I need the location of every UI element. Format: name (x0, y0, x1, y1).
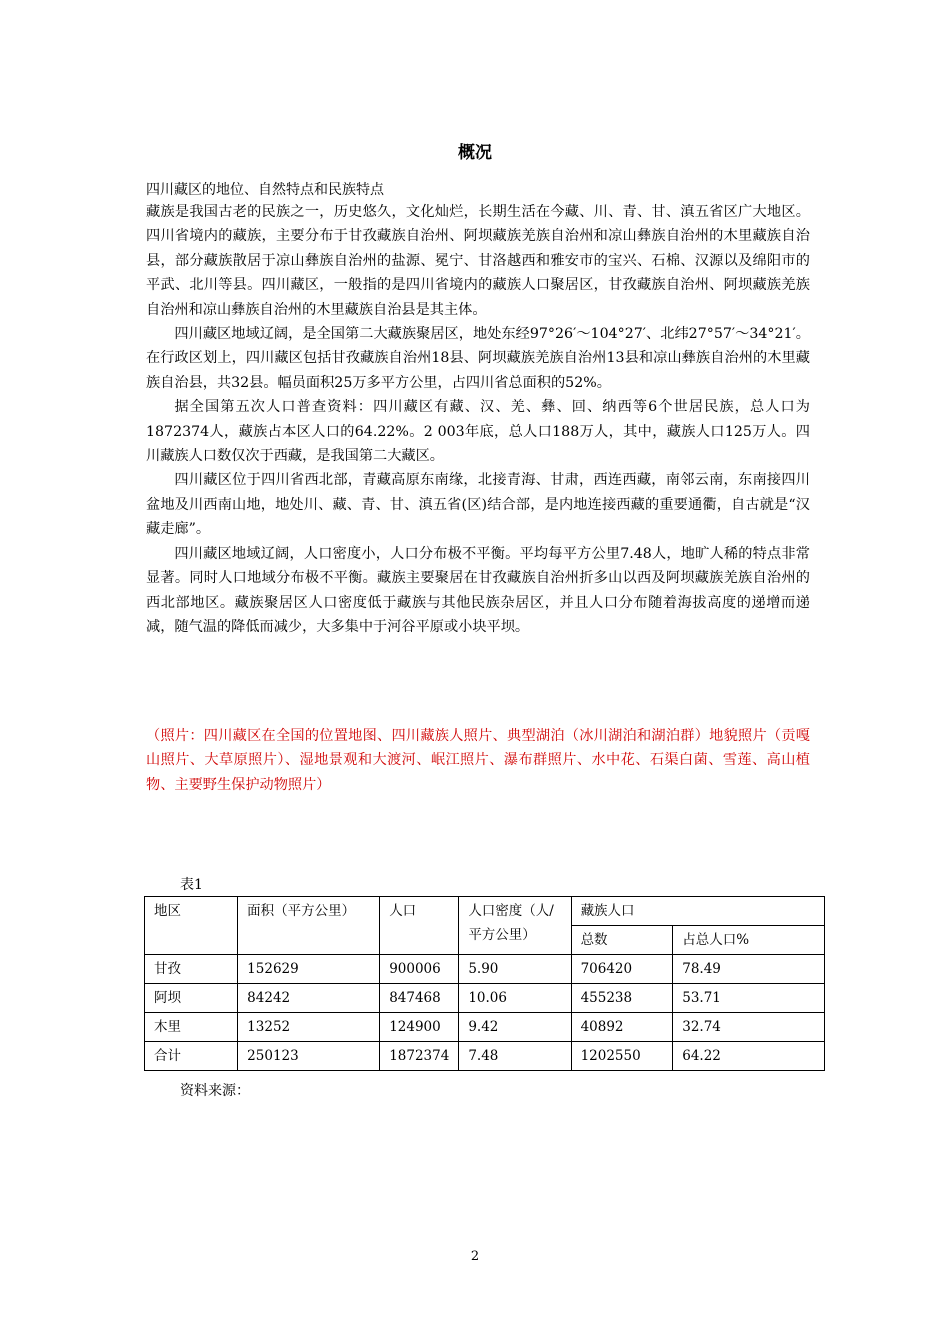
cell-area: 84242 (238, 984, 380, 1013)
cell-tibetan-total: 1202550 (571, 1042, 673, 1071)
cell-region: 甘孜 (145, 955, 238, 984)
cell-tibetan-total: 455238 (571, 984, 673, 1013)
photo-note: （照片：四川藏区在全国的位置地图、四川藏族人照片、典型湖泊（冰川湖泊和湖泊群）地貌照片（贡嘎山照片、大草原照片）、湿地景观和大渡河、岷江照片、瀑布群照片、水中花、石渠白菌、雪莲、高山植物、主要野生保护动物照片） (146, 728, 810, 793)
cell-tibetan-share: 78.49 (673, 955, 825, 984)
cell-density: 5.90 (459, 955, 571, 984)
cell-population: 1872374 (380, 1042, 459, 1071)
page-title: 概况 (458, 143, 492, 163)
paragraph: 藏族是我国古老的民族之一，历史悠久，文化灿烂，长期生活在今藏、川、青、甘、滇五省区广大地区。四川省境内的藏族，主要分布于甘孜藏族自治州、阿坝藏族羌族自治州和凉山彝族自治州的木里藏族自治县，部分藏族散居于凉山彝族自治州的盐源、冕宁、甘洛越西和雅安市的宝兴、石棉、汉源以及绵阳市的平武、北川等县。四川藏区，一般指的是四川省境内的藏族人口聚居区，甘孜藏族自治州、阿坝藏族羌族自治州和凉山彝族自治州的木里藏族自治县是其主体。 (146, 204, 810, 318)
cell-area: 152629 (238, 955, 380, 984)
paragraph: 四川藏区地域辽阔，是全国第二大藏族聚居区，地处东经97°26′～104°27′、北纬27°57′～34°21′。在行政区划上，四川藏区包括甘孜藏族自治州18县、阿坝藏族羌族自治州13县和凉山彝族自治州的木里藏族自治县，共32县。幅员面积25万多平方公里，占四川省总面积的52%。 (146, 326, 810, 391)
cell-density: 10.06 (459, 984, 571, 1013)
header-area: 面积（平方公里） (238, 897, 380, 955)
table-header-row (145, 897, 825, 926)
cell-tibetan-total: 40892 (571, 1013, 673, 1042)
cell-tibetan-total: 706420 (571, 955, 673, 984)
cell-population: 900006 (380, 955, 459, 984)
cell-area: 250123 (238, 1042, 380, 1071)
header-density: 人口密度（人/平方公里） (459, 897, 571, 955)
page-number: 2 (470, 1249, 480, 1264)
header-population: 人口 (380, 897, 459, 955)
cell-region: 合计 (145, 1042, 238, 1071)
population-table (144, 896, 825, 1071)
cell-tibetan-share: 64.22 (673, 1042, 825, 1071)
cell-density: 9.42 (459, 1013, 571, 1042)
body-text (146, 200, 810, 639)
cell-tibetan-share: 53.71 (673, 984, 825, 1013)
paragraph: 据全国第五次人口普查资料：四川藏区有藏、汉、羌、彝、回、纳西等6个世居民族，总人口为1872374人，藏族占本区人口的64.22%。2 003年底，总人口188万人，其中，藏族人口125万人。四川藏族人口数仅次于西藏，是我国第二大藏区。 (146, 399, 810, 465)
cell-density: 7.48 (459, 1042, 571, 1071)
cell-population: 847468 (380, 984, 459, 1013)
cell-region: 木里 (145, 1013, 238, 1042)
header-tibetan-population: 藏族人口 (571, 897, 824, 926)
header-tibetan-total: 总数 (571, 926, 673, 955)
header-region: 地区 (145, 897, 238, 955)
paragraph: 四川藏区地域辽阔，人口密度小，人口分布极不平衡。平均每平方公里7.48人，地旷人稀的特点非常显著。同时人口地域分布极不平衡。藏族主要聚居在甘孜藏族自治州折多山以西及阿坝藏族羌族自治州的西北部地区。藏族聚居区人口密度低于藏族与其他民族杂居区，并且人口分布随着海拔高度的递增而递减，随气温的降低而减少，大多集中于河谷平原或小块平坝。 (146, 545, 810, 635)
table-row (145, 1013, 825, 1042)
cell-area: 13252 (238, 1013, 380, 1042)
table-row (145, 955, 825, 984)
table-row-total (145, 1042, 825, 1071)
table-caption: 表1 (180, 877, 203, 893)
source-note: 资料来源： (180, 1083, 250, 1099)
cell-population: 124900 (380, 1013, 459, 1042)
cell-tibetan-share: 32.74 (673, 1013, 825, 1042)
paragraph: 四川藏区位于四川省西北部，青藏高原东南缘，北接青海、甘肃，西连西藏，南邻云南，东南接四川盆地及川西南山地，地处川、藏、青、甘、滇五省(区)结合部，是内地连接西藏的重要通衢，自古就是“汉藏走廊”。 (146, 472, 810, 538)
section-subtitle: 四川藏区的地位、自然特点和民族特点 (146, 182, 384, 198)
table-row (145, 984, 825, 1013)
cell-region: 阿坝 (145, 984, 238, 1013)
header-tibetan-share: 占总人口% (673, 926, 825, 955)
